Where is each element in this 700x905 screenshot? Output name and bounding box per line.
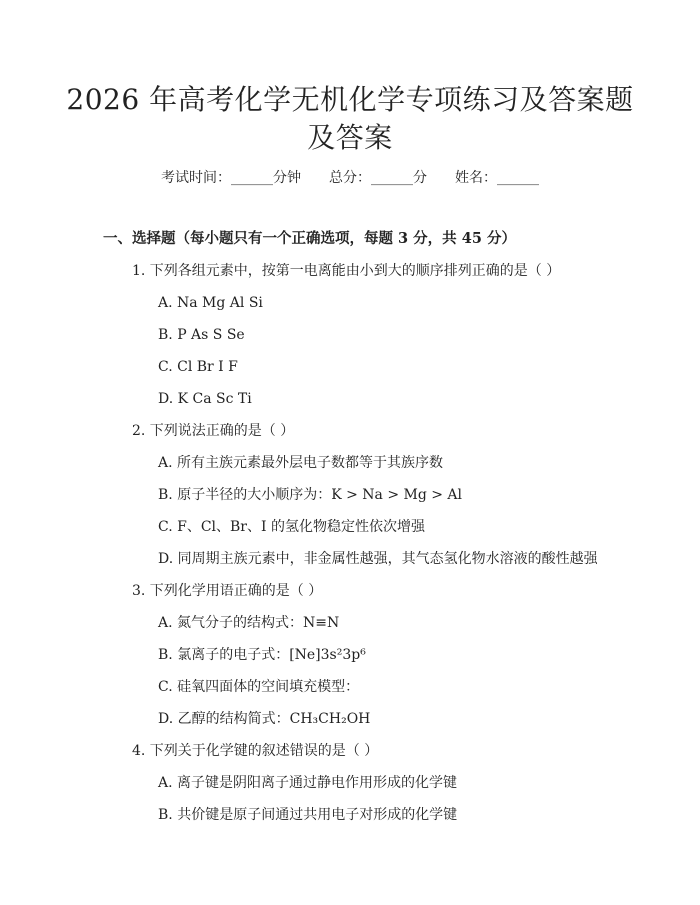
question-4-option-b: B. 共价键是原子间通过共用电子对形成的化学键 [158,807,458,823]
question-2-option-a: A. 所有主族元素最外层电子数都等于其族序数 [158,455,444,471]
page-title-line-1: 2026 年高考化学无机化学专项练习及答案题 [66,83,634,116]
question-3-option-b: B. 氯离子的电子式：[Ne]3s²3p⁶ [158,647,366,663]
question-2-option-c: C. F、Cl、Br、I 的氢化物稳定性依次增强 [158,519,425,535]
question-4-stem: 4. 下列关于化学键的叙述错误的是（ ） [132,743,379,759]
question-4-option-a: A. 离子键是阴阳离子通过静电作用形成的化学键 [158,775,458,791]
question-1-option-c: C. Cl Br I F [158,359,238,375]
exam-time-field: 考试时间：______分钟 [161,170,301,186]
question-2-option-d: D. 同周期主族元素中，非金属性越强，其气态氢化物水溶液的酸性越强 [158,551,598,567]
question-2-stem: 2. 下列说法正确的是（ ） [132,423,295,439]
question-1-option-b: B. P As S Se [158,327,245,343]
question-1-option-a: A. Na Mg Al Si [158,295,263,311]
question-3-option-d: D. 乙醇的结构简式：CH₃CH₂OH [158,711,371,727]
question-3-option-a: A. 氮气分子的结构式：N≡N [158,615,340,631]
student-name-field: 姓名：______ [455,170,539,186]
exam-info-row [0,168,700,188]
total-score-field: 总分：______分 [329,170,427,186]
question-3-stem: 3. 下列化学用语正确的是（ ） [132,583,323,599]
question-1-option-d: D. K Ca Sc Ti [158,391,252,407]
question-1-stem: 1. 下列各组元素中，按第一电离能由小到大的顺序排列正确的是（ ） [132,263,561,279]
question-3-option-c: C. 硅氧四面体的空间填充模型： [158,679,360,695]
page-title-line-2: 及答案 [307,121,393,154]
question-2-option-b: B. 原子半径的大小顺序为：K > Na > Mg > Al [158,487,463,503]
section-heading: 一、选择题（每小题只有一个正确选项，每题 3 分，共 45 分） [103,230,516,247]
